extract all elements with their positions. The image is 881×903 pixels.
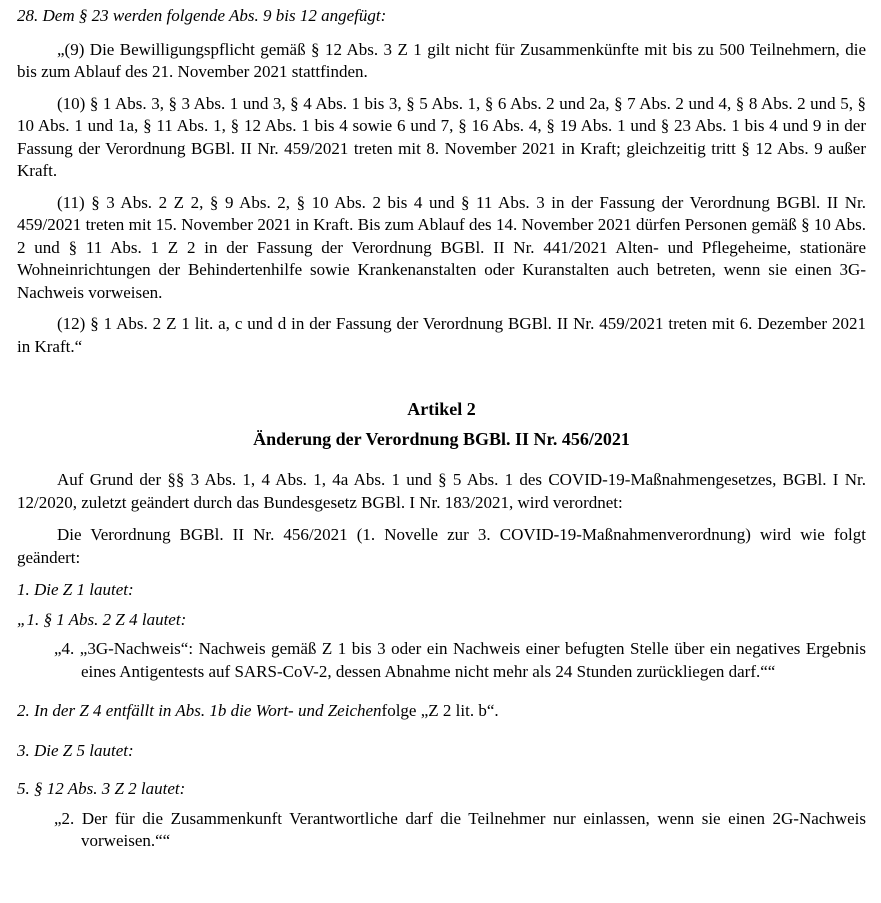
amendment-item-3: 3. Die Z 5 lautet: <box>17 740 134 760</box>
amendment-item-2 <box>17 700 866 723</box>
preamble: Auf Grund der §§ 3 Abs. 1, 4 Abs. 1, 4a Abs. 1 und § 5 Abs. 1 des COVID-19-Maßnahmengesetzes, BGBl. I Nr. 12/2020, zuletzt geändert durch das Bundesgesetz BGBl. I Nr. 183/2021, wird verordnet: <box>17 470 866 512</box>
amendment-item-1-text: „4. „3G-Nachweis“: Nachweis gemäß Z 1 bis 3 oder ein Nachweis einer befugten Stelle über ein negatives Ergebnis eines Antigentests auf SARS-CoV-2, dessen Abnahme nicht mehr als 24 Stunden zurückliegen darf.““ <box>54 639 866 681</box>
amendment-item-5-text: „2. Der für die Zusammenkunft Verantwortliche darf die Teilnehmer nur einlassen, wenn sie einen 2G-Nachweis vorweisen.““ <box>54 808 866 850</box>
paragraph-9: „(9) Die Bewilligungspflicht gemäß § 12 Abs. 3 Z 1 gilt nicht für Zusammenkünfte mit bis zu 500 Teilnehmern, die bis zum Ablauf des 21. November 2021 stattfinden. <box>17 39 866 81</box>
article-subtitle: Änderung der Verordnung BGBl. II Nr. 456/2021 <box>253 429 630 449</box>
document-page <box>17 0 866 853</box>
paragraph-12: (12) § 1 Abs. 2 Z 1 lit. a, c und d in der Fassung der Verordnung BGBl. II Nr. 459/2021 treten mit 6. Dezember 2021 in Kraft.“ <box>17 314 866 356</box>
amendment-item-2-plain: folge „Z 2 lit. b“. <box>381 701 499 720</box>
amendment-item-5: 5. § 12 Abs. 3 Z 2 lautet: <box>17 779 186 798</box>
amendment-item-1-sub: „1. § 1 Abs. 2 Z 4 lautet: <box>17 609 187 629</box>
amendment-item-2-italic: 2. In der Z 4 entfällt in Abs. 1b die Wort- und Zeichen <box>17 701 382 720</box>
paragraph-11: (11) § 3 Abs. 2 Z 2, § 9 Abs. 2, § 10 Abs. 2 bis 4 und § 11 Abs. 3 in der Fassung der Verordnung BGBl. II Nr. 459/2021 treten mit 15. November 2021 in Kraft. Bis zum Ablauf des 14. November 2021 dürfen Personen gemäß § 10 Abs. 2 und § 11 Abs. 1 Z 2 in der Fassung der Verordnung BGBl. II Nr. 441/2021 Alten- und Pflegeheime, stationäre Wohneinrichtungen der Behindertenhilfe sowie Krankenanstalten oder Kuranstalten auch betreten, wenn sie einen 3G-Nachweis vorweisen. <box>17 192 866 302</box>
article-title: Artikel 2 <box>407 399 476 419</box>
amendment-item-1: 1. Die Z 1 lautet: <box>17 580 134 599</box>
amendment-item-28: 28. Dem § 23 werden folgende Abs. 9 bis 12 angefügt: <box>17 6 387 25</box>
amendment-intro: Die Verordnung BGBl. II Nr. 456/2021 (1. Novelle zur 3. COVID-19-Maßnahmenverordnung) wird wie folgt geändert: <box>17 525 866 567</box>
paragraph-10: (10) § 1 Abs. 3, § 3 Abs. 1 und 3, § 4 Abs. 1 bis 3, § 5 Abs. 1, § 6 Abs. 2 und 2a, § 7 Abs. 2 und 4, § 8 Abs. 2 und 5, § 10 Abs. 1 und 1a, § 11 Abs. 1, § 12 Abs. 1 bis 4 sowie 6 und 7, § 16 Abs. 4, § 19 Abs. 1 und § 23 Abs. 1 bis 4 und 9 in der Fassung der Verordnung BGBl. II Nr. 459/2021 treten mit 8. November 2021 in Kraft; gleichzeitig tritt § 12 Abs. 9 außer Kraft. <box>17 93 866 180</box>
